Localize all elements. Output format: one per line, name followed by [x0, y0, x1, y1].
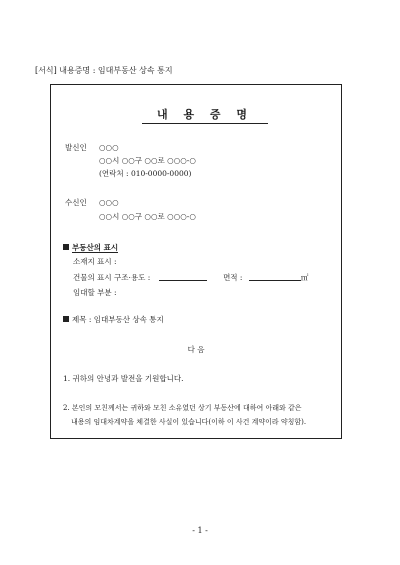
square-bullet-icon [63, 244, 69, 250]
item-2-line-1: 2. 본인의 모친께서는 귀하와 모친 소유였던 상기 부동산에 대하여 아래와 같은 [63, 404, 302, 412]
building-blank [159, 273, 207, 281]
item-1: 1. 귀하의 안녕과 발전을 기원합니다. [63, 374, 184, 383]
subject-row [63, 315, 164, 325]
property-heading-text: 부동산의 표시 [72, 243, 119, 252]
building-label: 건물의 표시 구조·용도 : [73, 273, 151, 282]
page-number: - 1 - [192, 526, 208, 535]
area-blank [249, 273, 301, 281]
area-unit: ㎡ [300, 273, 309, 282]
property-section-heading [63, 242, 118, 253]
sender-label: 발신인 [65, 143, 87, 152]
building-row [73, 273, 333, 283]
sender-address: ○○시 ○○구 ○○로 ○○○-○ [99, 156, 196, 165]
square-bullet-icon [63, 316, 69, 322]
document-title: 내 용 증 명 [142, 106, 268, 124]
page-label: [서식] 내용증명 : 임대부동산 상속 통지 [35, 66, 173, 75]
location-row: 소재지 표시 : [73, 257, 117, 266]
subject-text: 제목 : 임대부동산 상속 통지 [72, 315, 164, 324]
sender-name: ○○○ [99, 143, 119, 152]
recipient-label: 수신인 [65, 198, 87, 207]
area-label: 면적 : [223, 273, 243, 282]
da-eum-heading: 다 음 [187, 345, 205, 354]
recipient-address: ○○시 ○○구 ○○로 ○○○-○ [99, 212, 196, 221]
sender-contact: (연락처 : 010-0000-0000) [99, 169, 192, 178]
document-box [50, 84, 342, 439]
item-2-line-2: 내용의 임대차계약을 체결한 사실이 있습니다(이하 이 사건 계약이라 약칭함). [71, 418, 307, 426]
leased-part-row: 임대할 부분 : [73, 288, 117, 297]
recipient-name: ○○○ [99, 198, 119, 207]
